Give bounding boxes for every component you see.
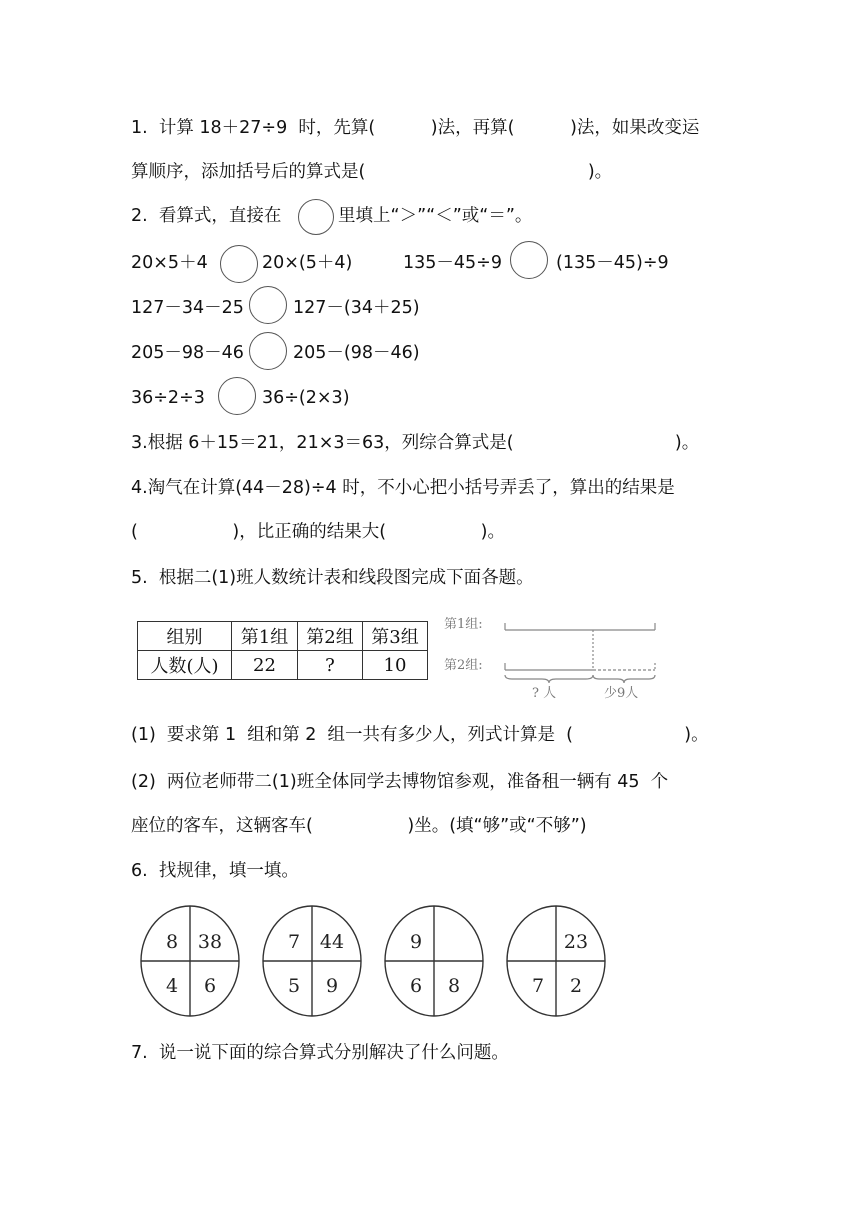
q5-intro: 5. 根据二(1)班人数统计表和线段图完成下面各题。 [131, 568, 534, 588]
q5-sub2-line2: 座位的客车，这辆客车( )坐。(填“够”或“不够”) [131, 816, 587, 836]
q6-intro: 6. 找规律，填一填。 [131, 861, 299, 881]
wheel-top-right: 38 [197, 931, 223, 953]
answer-circle[interactable] [218, 377, 256, 415]
wheel-bottom-right: 2 [569, 975, 583, 997]
wheel-top-right: 44 [319, 931, 345, 953]
wheel-top-left: 8 [165, 931, 179, 953]
q2-expr-right: 205－(98－46) [293, 343, 420, 363]
number-wheel [140, 905, 240, 1017]
q4-line1: 4.淘气在计算(44－28)÷4 时，不小心把小括号弄丢了，算出的结果是 [131, 478, 675, 498]
segment-label-group2: 第2组: [444, 658, 483, 673]
q2-expr-left: 127－34－25 [131, 298, 244, 318]
wheel-top-right: 23 [563, 931, 589, 953]
q2-expr-right: 36÷(2×3) [262, 388, 350, 408]
wheel-bottom-left: 4 [165, 975, 179, 997]
answer-circle[interactable] [249, 332, 287, 370]
table-cell: 人数(人) [138, 651, 232, 680]
wheel-top-left: 7 [287, 931, 301, 953]
q2-expr-left: 36÷2÷3 [131, 388, 205, 408]
q5-sub2-line1: (2) 两位老师带二(1)班全体同学去博物馆参观，准备租一辆有 45 个 [131, 772, 669, 792]
table-cell: ? [298, 651, 363, 680]
q2-expr-right: 20×(5＋4) [262, 253, 353, 273]
number-wheel [384, 905, 484, 1017]
q7-text: 7. 说一说下面的综合算式分别解决了什么问题。 [131, 1043, 509, 1063]
wheel-bottom-left: 5 [287, 975, 301, 997]
brace-label-shortfall: 少9人 [604, 686, 639, 701]
table-header-row [138, 622, 428, 651]
q2-expr-right: 127－(34＋25) [293, 298, 420, 318]
wheel-bottom-left: 7 [531, 975, 545, 997]
q2-intro-b: 里填上“＞”“＜”或“＝”。 [338, 206, 533, 226]
answer-circle[interactable] [249, 286, 287, 324]
q2-intro-a: 2. 看算式，直接在 [131, 206, 282, 226]
table-header: 组别 [138, 622, 232, 651]
answer-circle[interactable] [510, 241, 548, 279]
q3-text: 3.根据 6＋15＝21，21×3＝63，列综合算式是( )。 [131, 433, 700, 453]
brace-label-group2: ? 人 [532, 686, 557, 701]
stats-table [137, 621, 428, 680]
segment-label-group1: 第1组: [444, 617, 483, 632]
wheel-bottom-right: 6 [203, 975, 217, 997]
table-row [138, 651, 428, 680]
q1-line1: 1. 计算 18＋27÷9 时，先算( )法，再算( )法，如果改变运 [131, 118, 700, 138]
wheel-bottom-right: 8 [447, 975, 461, 997]
compare-circle-icon [298, 199, 334, 235]
table-header: 第2组 [298, 622, 363, 651]
table-header: 第1组 [232, 622, 298, 651]
segment-diagram [500, 615, 665, 705]
q5-sub1: (1) 要求第 1 组和第 2 组一共有多少人，列式计算是 ( )。 [131, 725, 709, 745]
number-wheel [262, 905, 362, 1017]
table-header: 第3组 [363, 622, 428, 651]
answer-circle[interactable] [220, 245, 258, 283]
wheel-top-left: 9 [409, 931, 423, 953]
q4-line2: ( )，比正确的结果大( )。 [131, 522, 505, 542]
wheel-bottom-right: 9 [325, 975, 339, 997]
table-cell: 22 [232, 651, 298, 680]
q2-expr-left: 20×5＋4 [131, 253, 208, 273]
q2-expr-right: (135－45)÷9 [556, 253, 669, 273]
q2-expr-left: 205－98－46 [131, 343, 244, 363]
table-cell: 10 [363, 651, 428, 680]
wheel-bottom-left: 6 [409, 975, 423, 997]
q1-line2: 算顺序，添加括号后的算式是( )。 [131, 162, 613, 182]
q2-expr-left: 135－45÷9 [403, 253, 502, 273]
number-wheel [506, 905, 606, 1017]
